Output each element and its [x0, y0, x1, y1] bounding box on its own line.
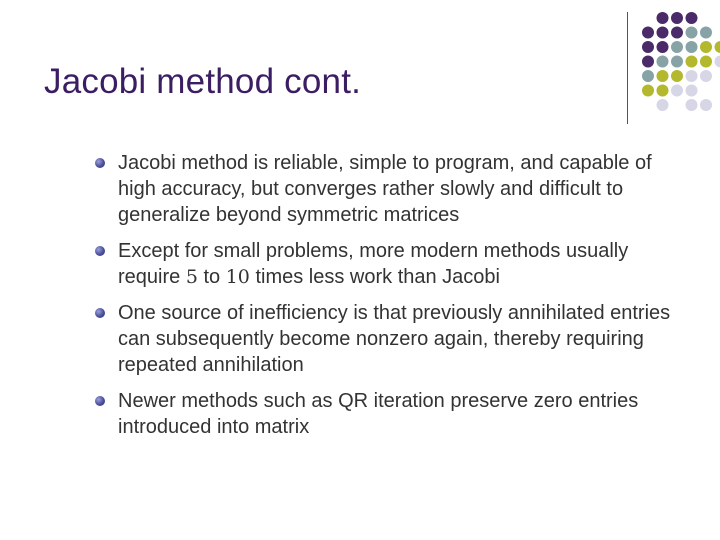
- decorative-dot: [686, 12, 698, 24]
- decorative-dot: [671, 12, 683, 24]
- decorative-dot: [671, 41, 683, 53]
- decorative-dot: [642, 41, 654, 53]
- bullet-icon: [95, 308, 105, 318]
- bullet-icon: [95, 396, 105, 406]
- decorative-dot: [642, 85, 654, 97]
- decorative-dot: [700, 99, 712, 111]
- bullet-text: to: [197, 266, 226, 288]
- decorative-dot: [642, 70, 654, 82]
- bullet-text: Jacobi method is reliable, simple to program, and capable of high accuracy, but converges rather slowly and difficult to generalize beyond symmetric matrices: [118, 152, 652, 226]
- decorative-dot: [700, 27, 712, 39]
- decorative-dot: [671, 27, 683, 39]
- bullet-number: 10: [225, 266, 250, 288]
- bullet-text: One source of inefficiency is that previously annihilated entries can subsequently become nonzero again, thereby requiring repeated annihilation: [118, 302, 671, 376]
- decorative-dot: [700, 70, 712, 82]
- decorative-dot: [686, 41, 698, 53]
- bullet-text: times less work than Jacobi: [249, 266, 500, 288]
- decorative-dot: [671, 70, 683, 82]
- decorative-dot: [657, 99, 669, 111]
- decorative-dot: [642, 56, 654, 68]
- bullet-list: [92, 150, 692, 450]
- title-divider-line: [627, 12, 628, 124]
- decorative-dot: [686, 99, 698, 111]
- slide-title: Jacobi method cont.: [44, 62, 362, 101]
- bullet-text: Newer methods such as QR iteration preserve zero entries introduced into matrix: [118, 390, 639, 438]
- decorative-dot: [657, 27, 669, 39]
- bullet-item: [92, 238, 692, 290]
- decorative-dot: [671, 56, 683, 68]
- decorative-dot: [657, 12, 669, 24]
- bullet-item: [92, 300, 692, 378]
- decorative-dot: [686, 56, 698, 68]
- decorative-dot: [686, 27, 698, 39]
- decorative-dot: [657, 56, 669, 68]
- decorative-dot: [657, 70, 669, 82]
- decorative-dot: [657, 41, 669, 53]
- decorative-dot: [715, 56, 720, 68]
- decorative-dot: [642, 27, 654, 39]
- bullet-icon: [95, 246, 105, 256]
- decorative-dot: [657, 85, 669, 97]
- decorative-dot: [671, 85, 683, 97]
- decorative-dot: [700, 41, 712, 53]
- bullet-text: Except for small problems, more modern methods usually require: [118, 240, 629, 288]
- bullet-number: 5: [185, 266, 198, 288]
- bullet-item: [92, 150, 692, 228]
- bullet-item: [92, 388, 692, 440]
- decorative-dot: [686, 70, 698, 82]
- decorative-dot: [715, 41, 720, 53]
- decorative-dot: [700, 56, 712, 68]
- bullet-icon: [95, 158, 105, 168]
- decorative-dot: [686, 85, 698, 97]
